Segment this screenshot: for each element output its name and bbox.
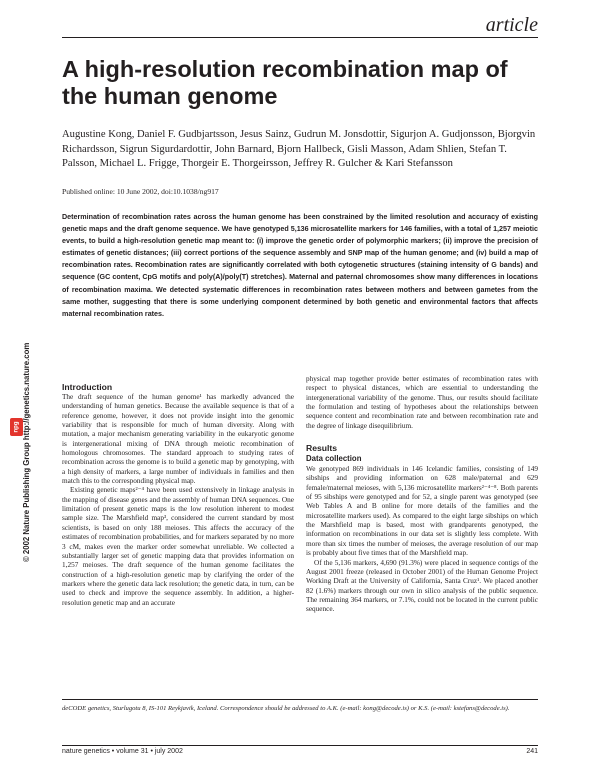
affiliation-footnote: deCODE genetics, Sturlugotu 8, IS-101 Reykjavik, Iceland. Correspondence should be addressed to A.K. (e-mail: kong@decode.is) or K.S. (e-mail: kstefans@decode.is). bbox=[62, 705, 510, 712]
author-list: Augustine Kong, Daniel F. Gudbjartsson, Jesus Sainz, Gudrun M. Jonsdottir, Sigurjon A. Gudjonsson, Bjorgvin Richardsson, Sigrun Sigurdardottir, John Barnard, Bjorn Hallbeck, Gisli Masson, Adam Shlien, Stefan T. Palsson, Michael L. Frigge, Thorgeir E. Thorgeirsson, Jeffrey R. Gulcher & Kari Stefansson bbox=[62, 129, 536, 169]
page-number: 241 bbox=[526, 748, 538, 755]
header-rule bbox=[62, 37, 538, 38]
npg-logo-icon: npg bbox=[10, 418, 23, 436]
intro-paragraph-1: The draft sequence of the human genome¹ has markedly advanced the understanding of human genetics. Because the available sequence is that of a reference genome, however, it does not provide insight into the genomic variability that is responsible for much of human diversity. Along with mutation, a major mechanism generating variability in the eukaryotic genome is intergenerational mixing of DNA through meiotic recombination of homologous chromosomes. The standard approach to studying rates of recombination across the genome is to build a genetic map by genotyping, with a high density of markers, a large number of individuals in families and then match this to the corresponding physical map. bbox=[62, 393, 294, 486]
footnote-rule bbox=[62, 699, 538, 700]
left-column bbox=[62, 375, 294, 608]
results-paragraph-2: Of the 5,136 markers, 4,690 (91.3%) were placed in sequence contigs of the August 2001 freeze (released in October 2001) of the Human Genome Project Working Draft at the University of California, Santa Cruz¹. We placed another 82 (1.6%) markers through our own in silico analysis of the public sequence. The remaining 364 markers, or 7.1%, could not be located in the current public sequence. bbox=[306, 558, 538, 614]
article-type-label: article bbox=[485, 14, 538, 36]
data-collection-subheading: Data collection bbox=[306, 454, 362, 464]
paper-title: A high-resolution recombination map of the human genome bbox=[62, 56, 508, 109]
publication-info: Published online: 10 June 2002, doi:10.1038/ng917 bbox=[62, 187, 219, 196]
results-heading: Results bbox=[306, 443, 338, 454]
abstract: Determination of recombination rates across the human genome has been constrained by the limited resolution and accuracy of existing genetic maps and the draft genome sequence. We have genotyped 5,136 microsatellite markers for 146 families, with a total of 1,257 meiotic events, to build a high-resolution genetic map meant to: (i) improve the genetic order of polymorphic markers; (ii) improve the precision of estimates of genetic distances; (iii) correct portions of the sequence assembly and SNP map of the human genome; and (iv) build a map of recombination rates. Recombination rates are significantly correlated with both cytogenetic structures (staining intensity of G bands) and sequence (GC content, CpG motifs and poly(A)/poly(T) stretches). Maternal and paternal chromosomes show many differences in locations of recombination maxima. We detected systematic differences in recombination rates between mothers and between gametes from the same mother, suggesting that there is some underlying component determined by both genetic and environmental factors that affects maternal recombination rates. bbox=[62, 213, 538, 318]
results-paragraph-1: We genotyped 869 individuals in 146 Icelandic families, consisting of 149 sibships and providing information on 628 male/paternal and 629 female/maternal meioses, with 5,136 microsatellite markers²⁻⁴⁻⁸. Both parents of 95 sibships were genotyped and for 52, a single parent was genotyped (see Web Tables A and B online for more details of the families and the microsatellite markers used). As compared to the eight large sibships on which the Marshfield map is based, most with grandparents genotyped, the information on recombinations in our data set is slightly less complete. With more than six times the number of meioses, the average resolution of our map is probably about five times that of the Marshfield map. bbox=[306, 465, 538, 558]
intro-paragraph-3: physical map together provide better estimates of recombination rates with respect to physical distances, which are essential to understanding the intergenerational variability of the genome. Thus, our results should facilitate the formulation and testing of hypotheses about the relationships between sequence content and recombination rate and between recombination rate and the degree of linkage disequilibrium. bbox=[306, 375, 538, 430]
intro-paragraph-2: Existing genetic maps²⁻⁴ have been used extensively in linkage analysis in the mapping of disease genes and the assembly of human DNA sequences. One limitation of present genetic maps is the low resolution inherent to modest sample size. The Marshfield map³, considered the current standard by most scientists, is based on only 188 meioses. This affects the accuracy of the estimates of recombination probabilities, and for markers separated by no more 3 cM, makes even the marker order somewhat unreliable. We collected a substantially larger set of genetic mapping data that provides information on 1,257 meioses. The draft sequence of the human genome facilitates the construction of a high-resolution genetic map by clarifying the order of the markers where the genetic data lack resolution; the genetic data, in turn, can be used to check and improve the sequence assembly. In addition, a higher-resolution genetic map and an accurate bbox=[62, 486, 294, 607]
right-column bbox=[306, 375, 538, 615]
footer-rule bbox=[62, 745, 538, 746]
introduction-heading: Introduction bbox=[62, 382, 113, 392]
copyright-sidebar: © 2002 Nature Publishing Group http://genetics.nature.com bbox=[22, 342, 31, 562]
journal-citation: nature genetics • volume 31 • july 2002 bbox=[62, 748, 183, 755]
